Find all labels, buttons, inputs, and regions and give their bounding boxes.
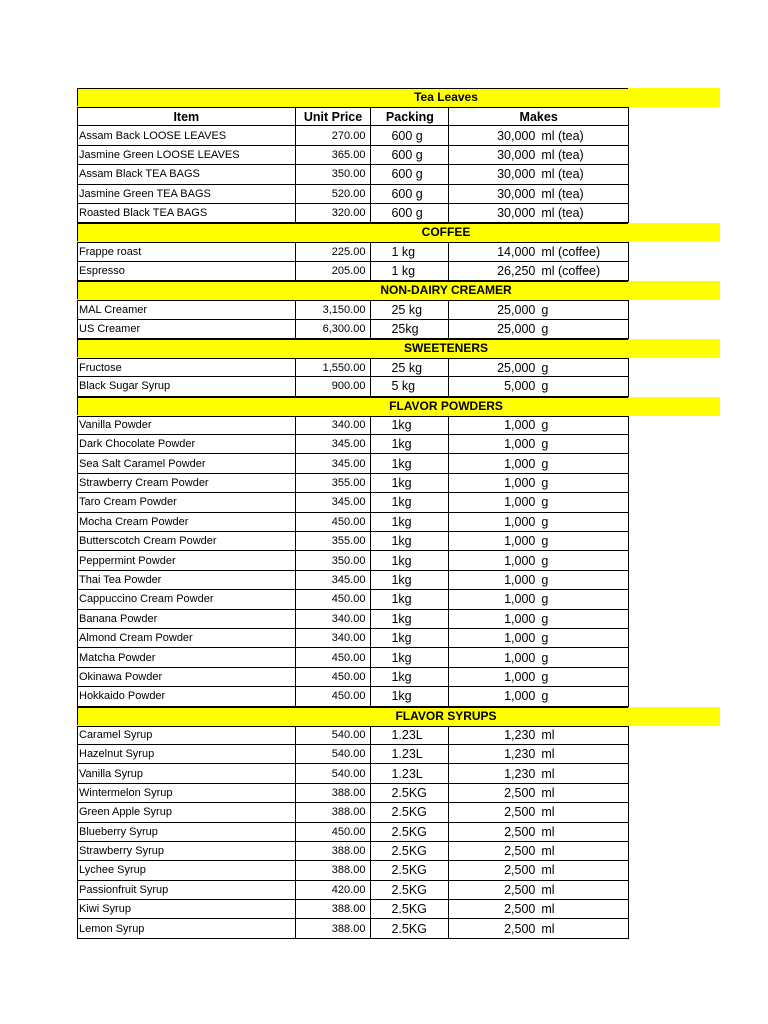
packing-cell: 1kg xyxy=(371,687,449,705)
unit-price-cell: 420.00 xyxy=(296,881,372,899)
makes-cell xyxy=(449,126,629,144)
makes-cell xyxy=(449,493,629,511)
table-row xyxy=(77,493,629,512)
section-title: FLAVOR POWDERS xyxy=(389,398,503,413)
item-name-cell: US Creamer xyxy=(78,320,296,338)
table-row xyxy=(77,687,629,706)
packing-cell: 1kg xyxy=(371,454,449,472)
makes-unit: g xyxy=(541,592,549,607)
packing-cell: 1kg xyxy=(371,629,449,647)
makes-quantity: 14,000 xyxy=(497,245,536,260)
makes-unit: ml (tea) xyxy=(541,167,584,182)
packing-cell: 2.5KG xyxy=(371,919,449,937)
column-header-makes: Makes xyxy=(449,108,629,125)
makes-unit: g xyxy=(541,456,549,471)
item-name-cell: Roasted Black TEA BAGS xyxy=(78,204,296,222)
item-name-cell: Green Apple Syrup xyxy=(78,803,296,821)
table-row xyxy=(77,204,629,223)
makes-quantity: 2,500 xyxy=(504,824,536,839)
item-name-cell: Hazelnut Syrup xyxy=(78,745,296,763)
makes-cell xyxy=(449,745,629,763)
item-name-cell: Frappe roast xyxy=(78,243,296,260)
item-name-cell: Peppermint Powder xyxy=(78,551,296,569)
unit-price-cell: 388.00 xyxy=(296,842,372,860)
packing-cell: 600 g xyxy=(371,126,449,144)
item-name-cell: Jasmine Green LOOSE LEAVES xyxy=(78,146,296,164)
packing-cell: 600 g xyxy=(371,204,449,222)
makes-cell xyxy=(449,687,629,705)
unit-price-cell: 388.00 xyxy=(296,919,372,937)
makes-unit: g xyxy=(541,476,549,491)
table-row xyxy=(77,726,629,745)
unit-price-cell: 345.00 xyxy=(296,435,372,453)
packing-cell: 1kg xyxy=(371,435,449,453)
makes-quantity: 1,000 xyxy=(504,418,536,433)
table-row xyxy=(77,513,629,532)
table-row xyxy=(77,900,629,919)
packing-cell: 1kg xyxy=(371,610,449,628)
unit-price-cell: 225.00 xyxy=(296,243,372,260)
makes-quantity: 2,500 xyxy=(504,863,536,878)
makes-cell xyxy=(449,146,629,164)
table-row xyxy=(77,881,629,900)
unit-price-cell: 340.00 xyxy=(296,417,372,434)
unit-price-cell: 450.00 xyxy=(296,687,372,705)
makes-quantity: 30,000 xyxy=(497,206,536,221)
makes-quantity: 1,230 xyxy=(504,728,536,743)
column-header-row xyxy=(77,107,629,126)
table-row xyxy=(77,590,629,609)
makes-unit: g xyxy=(541,379,549,394)
table-row xyxy=(77,146,629,165)
unit-price-cell: 345.00 xyxy=(296,454,372,472)
table-row xyxy=(77,610,629,629)
column-header-unit-price: Unit Price xyxy=(296,108,372,125)
makes-cell xyxy=(449,513,629,531)
packing-cell: 1 kg xyxy=(371,262,449,280)
makes-cell xyxy=(449,861,629,879)
makes-unit: ml xyxy=(541,824,555,839)
packing-cell: 1kg xyxy=(371,551,449,569)
column-header-packing: Packing xyxy=(371,108,449,125)
item-name-cell: Vanilla Syrup xyxy=(78,764,296,782)
item-name-cell: Cappuccino Cream Powder xyxy=(78,590,296,608)
makes-unit: g xyxy=(541,689,549,704)
makes-cell xyxy=(449,377,629,395)
section-title: COFFEE xyxy=(421,225,471,240)
unit-price-cell: 450.00 xyxy=(296,648,372,666)
unit-price-cell: 520.00 xyxy=(296,185,372,203)
makes-cell xyxy=(449,262,629,280)
makes-unit: ml (tea) xyxy=(541,186,584,201)
unit-price-cell: 1,550.00 xyxy=(296,359,372,376)
item-name-cell: Matcha Powder xyxy=(78,648,296,666)
unit-price-cell: 350.00 xyxy=(296,551,372,569)
unit-price-cell: 320.00 xyxy=(296,204,372,222)
makes-quantity: 1,000 xyxy=(504,437,536,452)
table-row xyxy=(77,300,629,319)
item-name-cell: Almond Cream Powder xyxy=(78,629,296,647)
unit-price-cell: 345.00 xyxy=(296,493,372,511)
item-name-cell: Lemon Syrup xyxy=(78,919,296,937)
makes-unit: g xyxy=(541,495,549,510)
table-row xyxy=(77,629,629,648)
table-row xyxy=(77,165,629,184)
makes-cell xyxy=(449,629,629,647)
makes-quantity: 30,000 xyxy=(497,128,536,143)
makes-cell xyxy=(449,165,629,183)
makes-quantity: 26,250 xyxy=(497,263,536,278)
unit-price-cell: 6,300.00 xyxy=(296,320,372,338)
section-header xyxy=(77,397,720,416)
makes-unit: ml xyxy=(541,863,555,878)
section-title: SWEETENERS xyxy=(403,340,488,355)
packing-cell: 2.5KG xyxy=(371,803,449,821)
unit-price-cell: 540.00 xyxy=(296,764,372,782)
item-name-cell: Vanilla Powder xyxy=(78,417,296,434)
makes-unit: g xyxy=(541,534,549,549)
makes-cell xyxy=(449,320,629,338)
unit-price-cell: 450.00 xyxy=(296,668,372,686)
makes-unit: g xyxy=(541,611,549,626)
item-name-cell: Assam Back LOOSE LEAVES xyxy=(78,126,296,144)
table-row xyxy=(77,571,629,590)
packing-cell: 600 g xyxy=(371,185,449,203)
table-row xyxy=(77,764,629,783)
unit-price-cell: 388.00 xyxy=(296,900,372,918)
makes-unit: g xyxy=(541,650,549,665)
unit-price-cell: 540.00 xyxy=(296,727,372,744)
table-row xyxy=(77,358,629,377)
table-row xyxy=(77,262,629,281)
makes-quantity: 1,000 xyxy=(504,456,536,471)
makes-unit: ml xyxy=(541,844,555,859)
table-row xyxy=(77,185,629,204)
item-name-cell: Black Sugar Syrup xyxy=(78,377,296,395)
packing-cell: 600 g xyxy=(371,165,449,183)
makes-quantity: 30,000 xyxy=(497,167,536,182)
item-name-cell: Dark Chocolate Powder xyxy=(78,435,296,453)
section-title: FLAVOR SYRUPS xyxy=(395,708,497,723)
unit-price-cell: 270.00 xyxy=(296,126,372,144)
packing-cell: 25 kg xyxy=(371,301,449,318)
makes-quantity: 25,000 xyxy=(497,360,536,375)
packing-cell: 2.5KG xyxy=(371,784,449,802)
price-sheet xyxy=(77,88,720,939)
packing-cell: 1kg xyxy=(371,474,449,492)
makes-unit: ml (tea) xyxy=(541,128,584,143)
makes-unit: ml xyxy=(541,728,555,743)
makes-unit: ml (tea) xyxy=(541,147,584,162)
section-header xyxy=(77,339,720,358)
item-name-cell: Thai Tea Powder xyxy=(78,571,296,589)
makes-unit: ml xyxy=(541,902,555,917)
unit-price-cell: 450.00 xyxy=(296,590,372,608)
unit-price-cell: 450.00 xyxy=(296,823,372,841)
makes-quantity: 1,000 xyxy=(504,669,536,684)
packing-cell: 1 kg xyxy=(371,243,449,260)
makes-quantity: 2,500 xyxy=(504,785,536,800)
makes-quantity: 1,000 xyxy=(504,689,536,704)
makes-cell xyxy=(449,881,629,899)
makes-unit: g xyxy=(541,669,549,684)
unit-price-cell: 340.00 xyxy=(296,610,372,628)
makes-quantity: 25,000 xyxy=(497,321,536,336)
unit-price-cell: 355.00 xyxy=(296,532,372,550)
table-row xyxy=(77,474,629,493)
item-name-cell: Okinawa Powder xyxy=(78,668,296,686)
makes-unit: g xyxy=(541,321,549,336)
table-row xyxy=(77,435,629,454)
makes-cell xyxy=(449,474,629,492)
packing-cell: 5 kg xyxy=(371,377,449,395)
makes-unit: ml (coffee) xyxy=(541,245,601,260)
makes-unit: g xyxy=(541,437,549,452)
unit-price-cell: 350.00 xyxy=(296,165,372,183)
unit-price-cell: 205.00 xyxy=(296,262,372,280)
makes-unit: ml (coffee) xyxy=(541,263,601,278)
makes-cell xyxy=(449,301,629,318)
table-row xyxy=(77,454,629,473)
table-row xyxy=(77,823,629,842)
unit-price-cell: 3,150.00 xyxy=(296,301,372,318)
packing-cell: 1kg xyxy=(371,493,449,511)
packing-cell: 1kg xyxy=(371,532,449,550)
table-row xyxy=(77,416,629,435)
makes-cell xyxy=(449,823,629,841)
table-row xyxy=(77,648,629,667)
packing-cell: 1kg xyxy=(371,648,449,666)
makes-quantity: 2,500 xyxy=(504,921,536,936)
table-row xyxy=(77,745,629,764)
item-name-cell: Banana Powder xyxy=(78,610,296,628)
makes-quantity: 30,000 xyxy=(497,186,536,201)
packing-cell: 1.23L xyxy=(371,764,449,782)
makes-cell xyxy=(449,900,629,918)
makes-cell xyxy=(449,185,629,203)
makes-unit: ml xyxy=(541,882,555,897)
makes-unit: g xyxy=(541,360,549,375)
makes-cell xyxy=(449,435,629,453)
makes-quantity: 1,000 xyxy=(504,611,536,626)
makes-quantity: 2,500 xyxy=(504,882,536,897)
makes-unit: g xyxy=(541,573,549,587)
makes-quantity: 2,500 xyxy=(504,844,536,859)
item-name-cell: Wintermelon Syrup xyxy=(78,784,296,802)
makes-cell xyxy=(449,590,629,608)
item-name-cell: Sea Salt Caramel Powder xyxy=(78,454,296,472)
unit-price-cell: 340.00 xyxy=(296,629,372,647)
makes-cell xyxy=(449,204,629,222)
table-row xyxy=(77,784,629,803)
packing-cell: 1kg xyxy=(371,417,449,434)
section-header xyxy=(77,88,720,107)
item-name-cell: Kiwi Syrup xyxy=(78,900,296,918)
item-name-cell: Lychee Syrup xyxy=(78,861,296,879)
makes-quantity: 1,000 xyxy=(504,592,536,607)
packing-cell: 1.23L xyxy=(371,745,449,763)
item-name-cell: Blueberry Syrup xyxy=(78,823,296,841)
unit-price-cell: 388.00 xyxy=(296,861,372,879)
makes-cell xyxy=(449,571,629,589)
makes-quantity: 1,000 xyxy=(504,514,536,529)
makes-quantity: 5,000 xyxy=(504,379,536,394)
makes-cell xyxy=(449,454,629,472)
packing-cell: 2.5KG xyxy=(371,881,449,899)
packing-cell: 2.5KG xyxy=(371,900,449,918)
unit-price-cell: 355.00 xyxy=(296,474,372,492)
table-row xyxy=(77,532,629,551)
makes-quantity: 1,000 xyxy=(504,534,536,549)
unit-price-cell: 450.00 xyxy=(296,513,372,531)
unit-price-cell: 388.00 xyxy=(296,784,372,802)
item-name-cell: Assam Black TEA BAGS xyxy=(78,165,296,183)
item-name-cell: MAL Creamer xyxy=(78,301,296,318)
packing-cell: 1kg xyxy=(371,513,449,531)
item-name-cell: Mocha Cream Powder xyxy=(78,513,296,531)
table-row xyxy=(77,551,629,570)
packing-cell: 2.5KG xyxy=(371,823,449,841)
makes-unit: ml xyxy=(541,766,555,781)
item-name-cell: Caramel Syrup xyxy=(78,727,296,744)
makes-cell xyxy=(449,648,629,666)
makes-quantity: 2,500 xyxy=(504,805,536,820)
table-row xyxy=(77,242,629,261)
table-row xyxy=(77,126,629,145)
makes-quantity: 1,000 xyxy=(504,476,536,491)
unit-price-cell: 365.00 xyxy=(296,146,372,164)
unit-price-cell: 345.00 xyxy=(296,571,372,589)
makes-cell xyxy=(449,610,629,628)
makes-cell xyxy=(449,668,629,686)
table-row xyxy=(77,377,629,396)
item-name-cell: Taro Cream Powder xyxy=(78,493,296,511)
makes-cell xyxy=(449,551,629,569)
makes-quantity: 1,000 xyxy=(504,573,536,587)
table-row xyxy=(77,803,629,822)
table-row xyxy=(77,668,629,687)
item-name-cell: Strawberry Cream Powder xyxy=(78,474,296,492)
makes-unit: g xyxy=(541,418,549,433)
table-row xyxy=(77,320,629,339)
packing-cell: 25 kg xyxy=(371,359,449,376)
makes-cell xyxy=(449,803,629,821)
item-name-cell: Espresso xyxy=(78,262,296,280)
packing-cell: 1kg xyxy=(371,668,449,686)
packing-cell: 1kg xyxy=(371,590,449,608)
makes-quantity: 1,230 xyxy=(504,747,536,762)
makes-cell xyxy=(449,764,629,782)
makes-cell xyxy=(449,784,629,802)
makes-quantity: 25,000 xyxy=(497,302,536,317)
makes-unit: g xyxy=(541,553,549,568)
item-name-cell: Butterscotch Cream Powder xyxy=(78,532,296,550)
packing-cell: 2.5KG xyxy=(371,842,449,860)
makes-unit: ml xyxy=(541,785,555,800)
packing-cell: 25kg xyxy=(371,320,449,338)
makes-quantity: 30,000 xyxy=(497,147,536,162)
table-row xyxy=(77,861,629,880)
packing-cell: 1kg xyxy=(371,571,449,589)
makes-unit: g xyxy=(541,302,549,317)
section-title: Tea Leaves xyxy=(414,90,478,104)
item-name-cell: Jasmine Green TEA BAGS xyxy=(78,185,296,203)
section-header xyxy=(77,223,720,242)
makes-cell xyxy=(449,417,629,434)
packing-cell: 2.5KG xyxy=(371,861,449,879)
makes-unit: ml xyxy=(541,921,555,936)
packing-cell: 1.23L xyxy=(371,727,449,744)
unit-price-cell: 540.00 xyxy=(296,745,372,763)
section-title: NON-DAIRY CREAMER xyxy=(380,283,512,298)
item-name-cell: Strawberry Syrup xyxy=(78,842,296,860)
packing-cell: 600 g xyxy=(371,146,449,164)
column-header-item: Item xyxy=(78,108,296,125)
table-row xyxy=(77,842,629,861)
item-name-cell: Hokkaido Powder xyxy=(78,687,296,705)
makes-cell xyxy=(449,243,629,260)
makes-cell xyxy=(449,842,629,860)
item-name-cell: Fructose xyxy=(78,359,296,376)
makes-quantity: 1,000 xyxy=(504,650,536,665)
makes-cell xyxy=(449,532,629,550)
makes-unit: g xyxy=(541,631,549,646)
unit-price-cell: 388.00 xyxy=(296,803,372,821)
unit-price-cell: 900.00 xyxy=(296,377,372,395)
makes-cell xyxy=(449,359,629,376)
makes-quantity: 1,000 xyxy=(504,631,536,646)
makes-unit: ml xyxy=(541,805,555,820)
makes-cell xyxy=(449,919,629,937)
makes-quantity: 2,500 xyxy=(504,902,536,917)
table-row xyxy=(77,919,629,938)
item-name-cell: Passionfruit Syrup xyxy=(78,881,296,899)
section-header xyxy=(77,281,720,300)
makes-unit: ml xyxy=(541,747,555,762)
section-header xyxy=(77,707,720,726)
makes-unit: g xyxy=(541,514,549,529)
makes-quantity: 1,230 xyxy=(504,766,536,781)
makes-cell xyxy=(449,727,629,744)
makes-quantity: 1,000 xyxy=(504,553,536,568)
makes-quantity: 1,000 xyxy=(504,495,536,510)
makes-unit: ml (tea) xyxy=(541,206,584,221)
